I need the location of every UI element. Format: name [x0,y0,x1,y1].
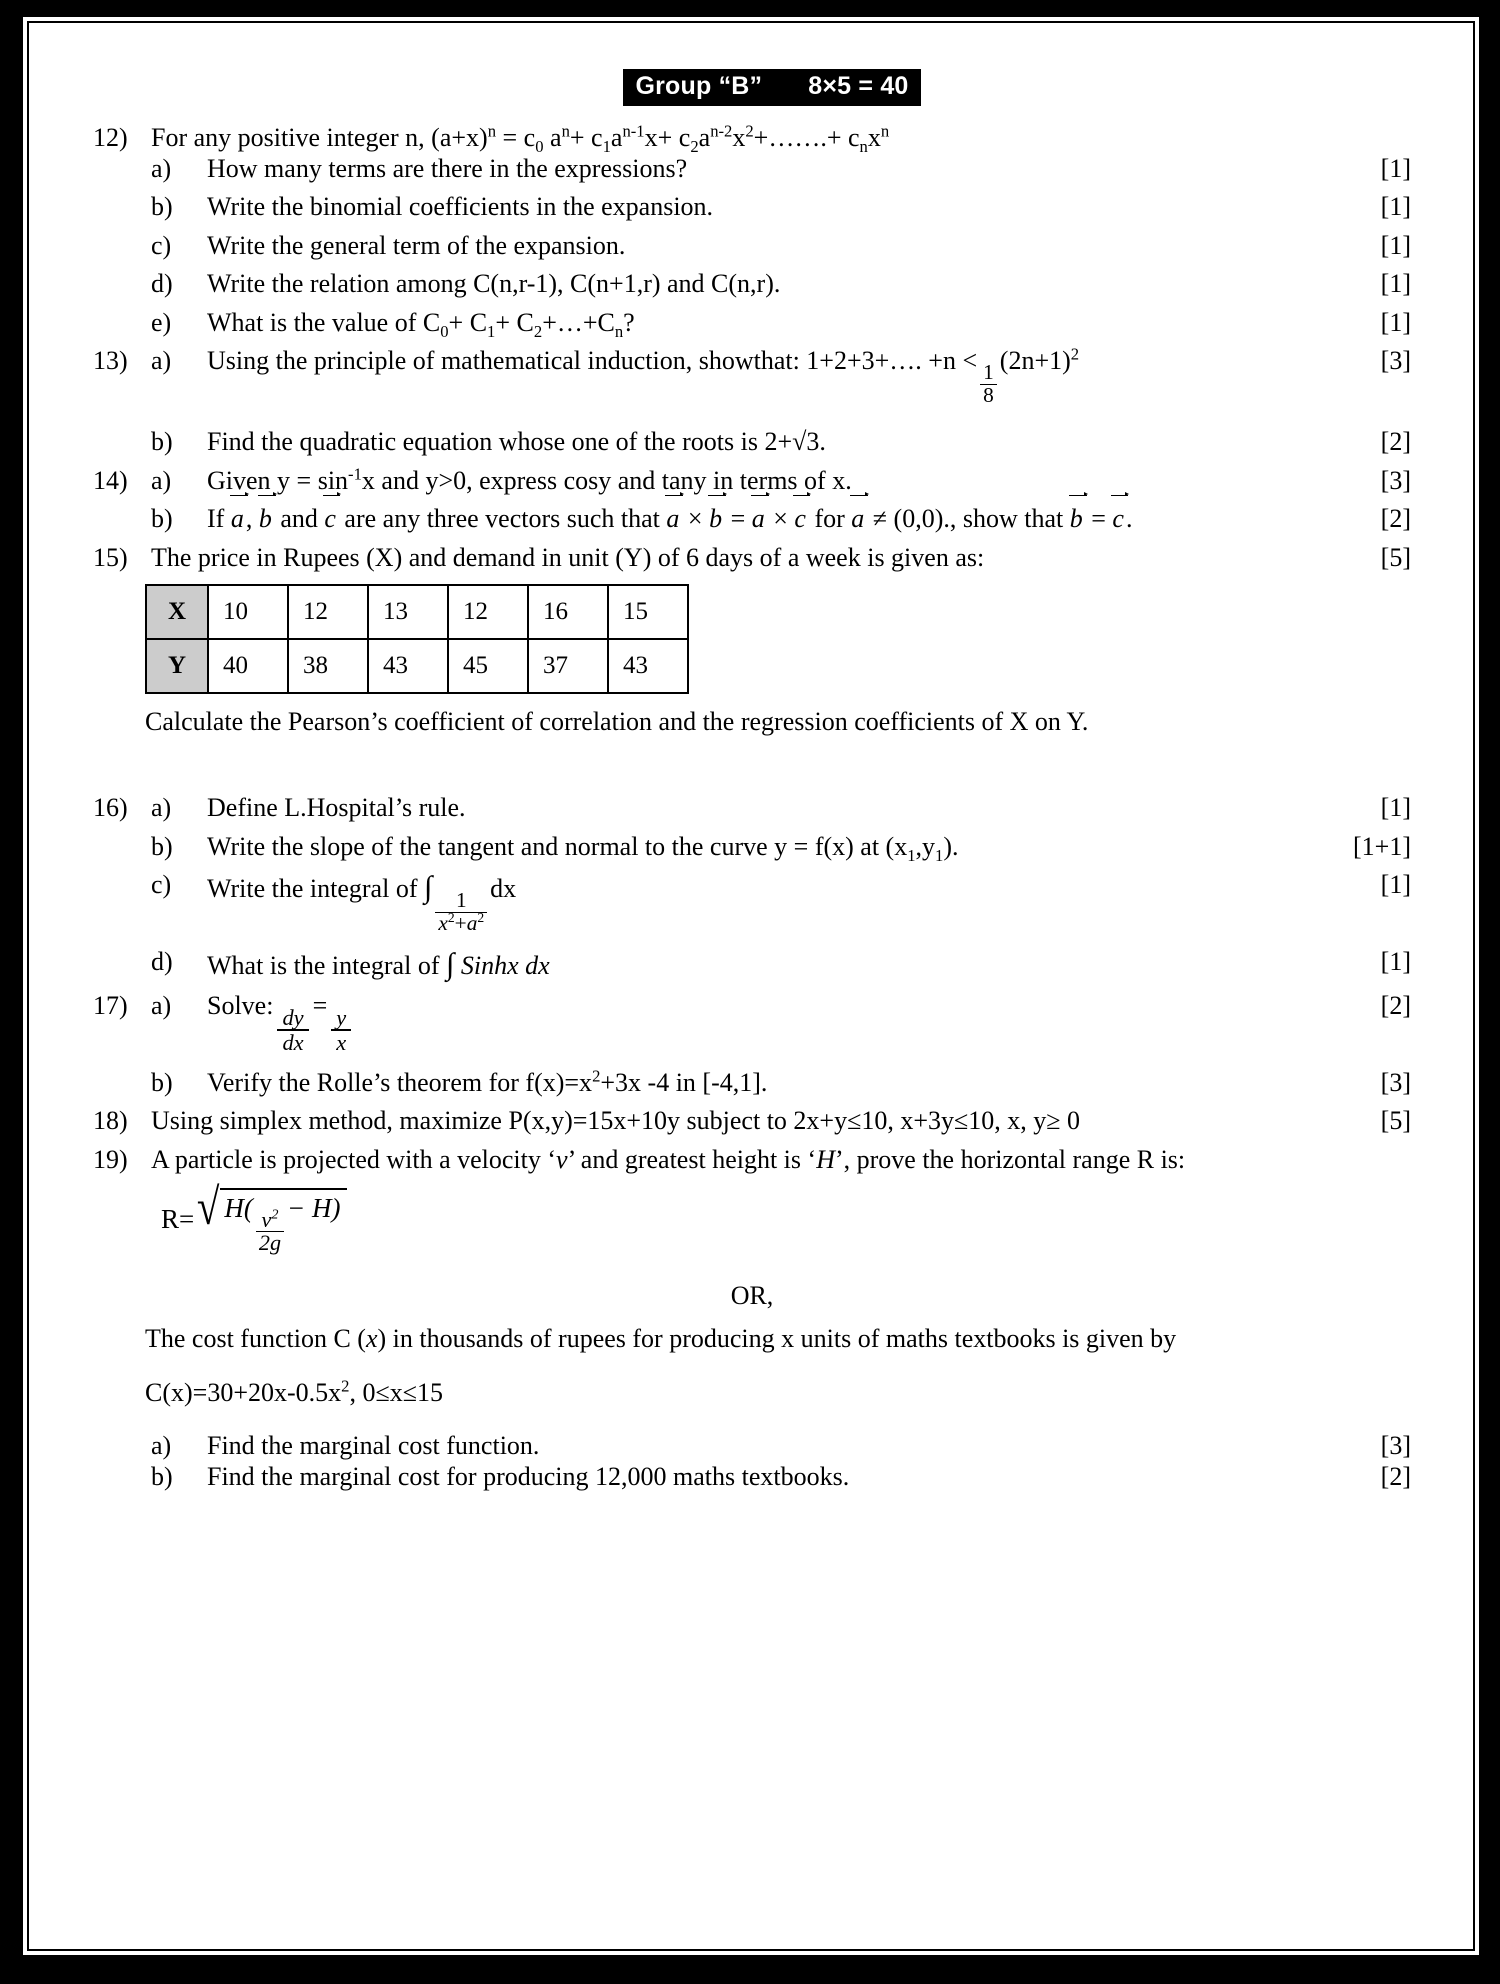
integral-sign-icon: ∫ [423,870,433,905]
question-16-number: 16) [93,793,128,823]
fraction-v2-over-2g [256,1206,284,1256]
alt-item-a [93,1432,1411,1460]
question-12b-marks: [1] [1380,192,1411,222]
alt-item-b [93,1463,1411,1491]
question-16b-marks: [1+1] [1353,831,1411,861]
question-13a-marks: [3] [1380,346,1411,376]
question-13b-marks: [2] [1380,427,1411,457]
question-17a-letter: a) [151,990,172,1020]
question-16d-text-before: What is the integral of [207,951,440,981]
section-spacer [93,748,1411,794]
question-18-text: Using simplex method, maximize P(x,y)=15x+10y subject to 2x+y≤10, x+3y≤10, x, y≥ 0 [151,1106,1081,1136]
question-16c-text-after: dx [490,874,517,904]
vector-c-2: c [794,504,806,534]
equals-sign: = [312,990,328,1020]
alt-question-line-1 [145,1325,1411,1354]
fraction-denominator: x [331,1029,351,1054]
alt-line1-x: x [365,1323,378,1353]
table-row-y [146,639,688,693]
question-16a [93,794,1411,822]
question-12b-letter: b) [151,192,173,222]
question-16c-text [207,871,1319,934]
table-header-y: Y [146,639,208,693]
seg-1: If [207,504,225,534]
question-12e-text: What is the value of $C_0+ C_1+$ $C_2+\dots+C_n$? [207,307,635,341]
fraction-dy-dx [277,1006,308,1055]
question-13a-exponent: 2 [1070,344,1080,364]
question-18 [93,1107,1411,1135]
question-12a-marks: [1] [1380,153,1411,183]
question-12c [93,232,1411,260]
question-17b-exponent: 2 [592,1066,601,1086]
question-19-stem [93,1146,1411,1174]
question-12c-letter: c) [151,230,172,260]
den-a: a [466,910,478,935]
alt-question-cost-function [145,1376,1411,1408]
question-18-number: 18) [93,1106,128,1136]
question-16b-letter: b) [151,831,173,861]
close-paren: ) [331,1192,341,1223]
seg-3: and [280,504,318,534]
group-banner-label: Group “B” [635,72,763,100]
question-14a-text [207,464,1319,495]
seg-9: ≠ (0,0)., show that [872,504,1064,534]
num-v: v [261,1206,272,1232]
question-19-formula [161,1178,1411,1256]
velocity-symbol: v [556,1145,568,1174]
question-15-instruction: Calculate the Pearson’s coefficient of correlation and the regression coefficients of X on Y. [145,706,1089,736]
question-13-number: 13) [93,346,128,376]
seg-7: × [773,504,788,534]
stem-part-3: ’, prove the horizontal range R is: [834,1145,1186,1174]
question-17b [93,1066,1411,1097]
question-13a-text-after: (2n+1) [999,346,1071,376]
table-cell-x-1: 12 [288,585,368,639]
vector-a-1: a [230,504,244,534]
fraction-one-over-x2-plus-a2 [435,887,487,935]
table-cell-x-4: 16 [528,585,608,639]
fraction-denominator: 2g [256,1231,284,1255]
radicand [220,1188,346,1255]
question-19-number: 19) [93,1145,128,1174]
question-12-stem-text: For any positive integer n, $(a+x)^n = c_0$ $a^n+ c_1a^{n-1}x+$ $c_2a^{n-2}x^2+\dots\dots.+ c_nx^n$ [151,121,890,157]
seg-4: are any three vectors such that [344,504,660,534]
question-12b [93,193,1411,221]
den-x: x [438,910,448,935]
alt-item-b-letter: b) [151,1462,173,1492]
question-17a-text [207,992,1319,1055]
alt-item-b-marks: [2] [1380,1462,1411,1492]
table-cell-x-2: 13 [368,585,448,639]
alt-item-a-letter: a) [151,1430,172,1460]
table-cell-y-5: 43 [608,639,688,693]
fraction-numerator [259,1206,282,1232]
seg-2: , [245,504,253,534]
question-16d-marks: [1] [1380,947,1411,977]
num-v-exp: 2 [271,1206,279,1223]
question-12d [93,270,1411,298]
page-border-inner [20,14,1482,1958]
fraction-numerator: 1 [983,359,994,384]
question-18-marks: [5] [1380,1106,1411,1136]
question-17-number: 17) [93,990,128,1020]
vector-c-1: c [324,504,336,534]
vector-a-4: a [851,504,865,534]
question-13b [93,428,1411,456]
table-cell-y-0: 40 [208,639,288,693]
question-17a-marks: [2] [1380,990,1411,1020]
group-banner-marks: 8×5 = 40 [808,72,909,100]
group-banner [623,69,920,106]
stem-part-1: A particle is projected with a velocity ‘ [151,1145,557,1174]
question-17b-marks: [3] [1380,1067,1411,1097]
table-header-x: X [146,585,208,639]
table-row-x [146,585,688,639]
vector-b-3: b [1069,504,1083,534]
alt-line1-part2: ) in thousands of rupees for producing x units of maths textbooks is given by [377,1323,1177,1353]
question-13a-text [207,344,1319,407]
fraction-numerator: y [336,1004,347,1030]
question-13a-letter: a) [151,346,172,376]
height-symbol: H [816,1145,835,1174]
question-14a-letter: a) [151,465,172,495]
table-cell-y-2: 43 [368,639,448,693]
question-14b-text [207,505,1319,533]
seg-8: for [814,504,845,534]
seg-10: = [1091,504,1106,534]
question-16a-text: Define L.Hospital’s rule. [207,793,466,823]
question-15-marks: [5] [1380,542,1411,572]
question-13a-text-before: Using the principle of mathematical induction, showthat: 1+2+3+…. +n < [207,346,978,376]
question-12c-marks: [1] [1380,230,1411,260]
question-16c [93,871,1411,934]
question-16b [93,831,1411,865]
question-19-stem-text [151,1146,1411,1174]
radicand-h: H [224,1192,244,1223]
question-14a [93,464,1411,495]
question-14a-text-before: Given y = sin [207,465,349,495]
question-14b-letter: b) [151,504,173,534]
alt-line2-exponent: 2 [341,1376,350,1396]
or-divider-label: OR, [730,1280,774,1310]
exam-paper-sheet [31,25,1471,1947]
fraction-denominator: 8 [980,384,997,407]
seg-5: × [687,504,703,534]
minus-sign: − [287,1192,306,1223]
question-12e [93,307,1411,341]
question-13b-letter: b) [151,427,173,457]
question-17b-text [207,1066,1319,1097]
question-16b-text: Write the slope of the tangent and normal to the curve y = f(x) at $(x_1,y_1)$. [207,831,959,865]
question-16a-marks: [1] [1380,793,1411,823]
vector-b-2: b [709,504,723,534]
alt-line2-after: , 0≤x≤15 [349,1378,444,1408]
den-x-exp: 2 [447,909,455,925]
vector-a-2: a [666,504,680,534]
question-12e-marks: [1] [1380,307,1411,337]
question-14a-exponent: -1 [348,464,362,484]
question-12b-text: Write the binomial coefficients in the expansion. [207,192,714,222]
question-17b-text-before: Verify the Rolle’s theorem for f(x)=x [207,1067,593,1097]
square-root-expression [194,1178,346,1256]
open-paren: ( [243,1192,253,1223]
den-plus: + [454,910,467,935]
question-14a-marks: [3] [1380,465,1411,495]
table-cell-x-5: 15 [608,585,688,639]
question-14b [93,505,1411,533]
question-13a [93,344,1411,407]
question-12d-marks: [1] [1380,269,1411,299]
seg-6: = [730,504,746,534]
integral-sign-icon: ∫ [445,947,455,982]
question-14b-marks: [2] [1380,504,1411,534]
question-12e-letter: e) [151,307,172,337]
radical-icon: √ [197,1178,220,1236]
alt-item-a-marks: [3] [1380,1430,1411,1460]
question-15-number: 15) [93,542,128,572]
question-13b-text: Find the quadratic equation whose one of the roots is 2+√3. [207,427,826,457]
vector-a-3: a [751,504,765,534]
fraction-numerator: dy [282,1004,304,1030]
question-15-stem [93,544,1411,572]
question-12-stem [93,121,1411,157]
question-16c-letter: c) [151,870,172,900]
table-cell-y-1: 38 [288,639,368,693]
table-cell-y-3: 45 [448,639,528,693]
group-banner-row [93,69,1411,106]
radicand-h2: H [312,1192,332,1223]
fraction-one-eighth [980,359,997,407]
alt-line1-part1: The cost function C ( [145,1323,366,1353]
question-14a-text-after: x and y>0, express cosy and tany in terms of x. [361,465,852,495]
formula-lead: R= [161,1203,195,1234]
question-16d [93,948,1411,981]
alt-item-a-text: Find the marginal cost function. [207,1430,540,1460]
table-cell-y-4: 37 [528,639,608,693]
den-a-exp: 2 [477,909,485,925]
question-12c-text: Write the general term of the expansion. [207,230,626,260]
stem-part-2: ’ and greatest height is ‘ [567,1145,817,1174]
price-demand-table-wrap [145,584,1411,694]
question-12a-text: How many terms are there in the expressions? [207,153,688,183]
alt-line2-before: C(x)=30+20x-0.5x [145,1378,342,1408]
question-16a-letter: a) [151,793,172,823]
price-demand-table [145,584,689,694]
fraction-denominator: dx [277,1029,308,1054]
question-12d-letter: d) [151,269,173,299]
vector-b-1: b [258,504,272,534]
question-12a [93,155,1411,183]
question-12-number: 12) [93,123,128,152]
question-17a [93,992,1411,1055]
question-17b-text-after: +3x -4 in [-4,1]. [600,1067,768,1097]
table-cell-x-3: 12 [448,585,528,639]
question-16d-integrand: Sinhx dx [460,951,550,981]
vector-c-3: c [1112,504,1124,534]
question-17b-letter: b) [151,1067,173,1097]
fraction-denominator [435,909,487,935]
fraction-numerator: 1 [455,887,467,912]
question-17a-text-before: Solve: [207,990,274,1020]
alt-item-b-text: Find the marginal cost for producing 12,000 maths textbooks. [207,1462,850,1492]
question-16c-marks: [1] [1380,870,1411,900]
fraction-y-x [331,1006,351,1055]
question-16c-text-before: Write the integral of [207,874,418,904]
seg-11: . [1125,504,1133,534]
question-16d-text [207,948,1319,981]
question-12a-letter: a) [151,153,172,183]
question-14-number: 14) [93,465,128,495]
question-15-stem-text: The price in Rupees (X) and demand in unit (Y) of 6 days of a week is given as: [151,542,985,572]
question-12d-text: Write the relation among C(n,r-1), C(n+1,r) and C(n,r). [207,269,781,299]
question-16d-letter: d) [151,947,173,977]
table-cell-x-0: 10 [208,585,288,639]
